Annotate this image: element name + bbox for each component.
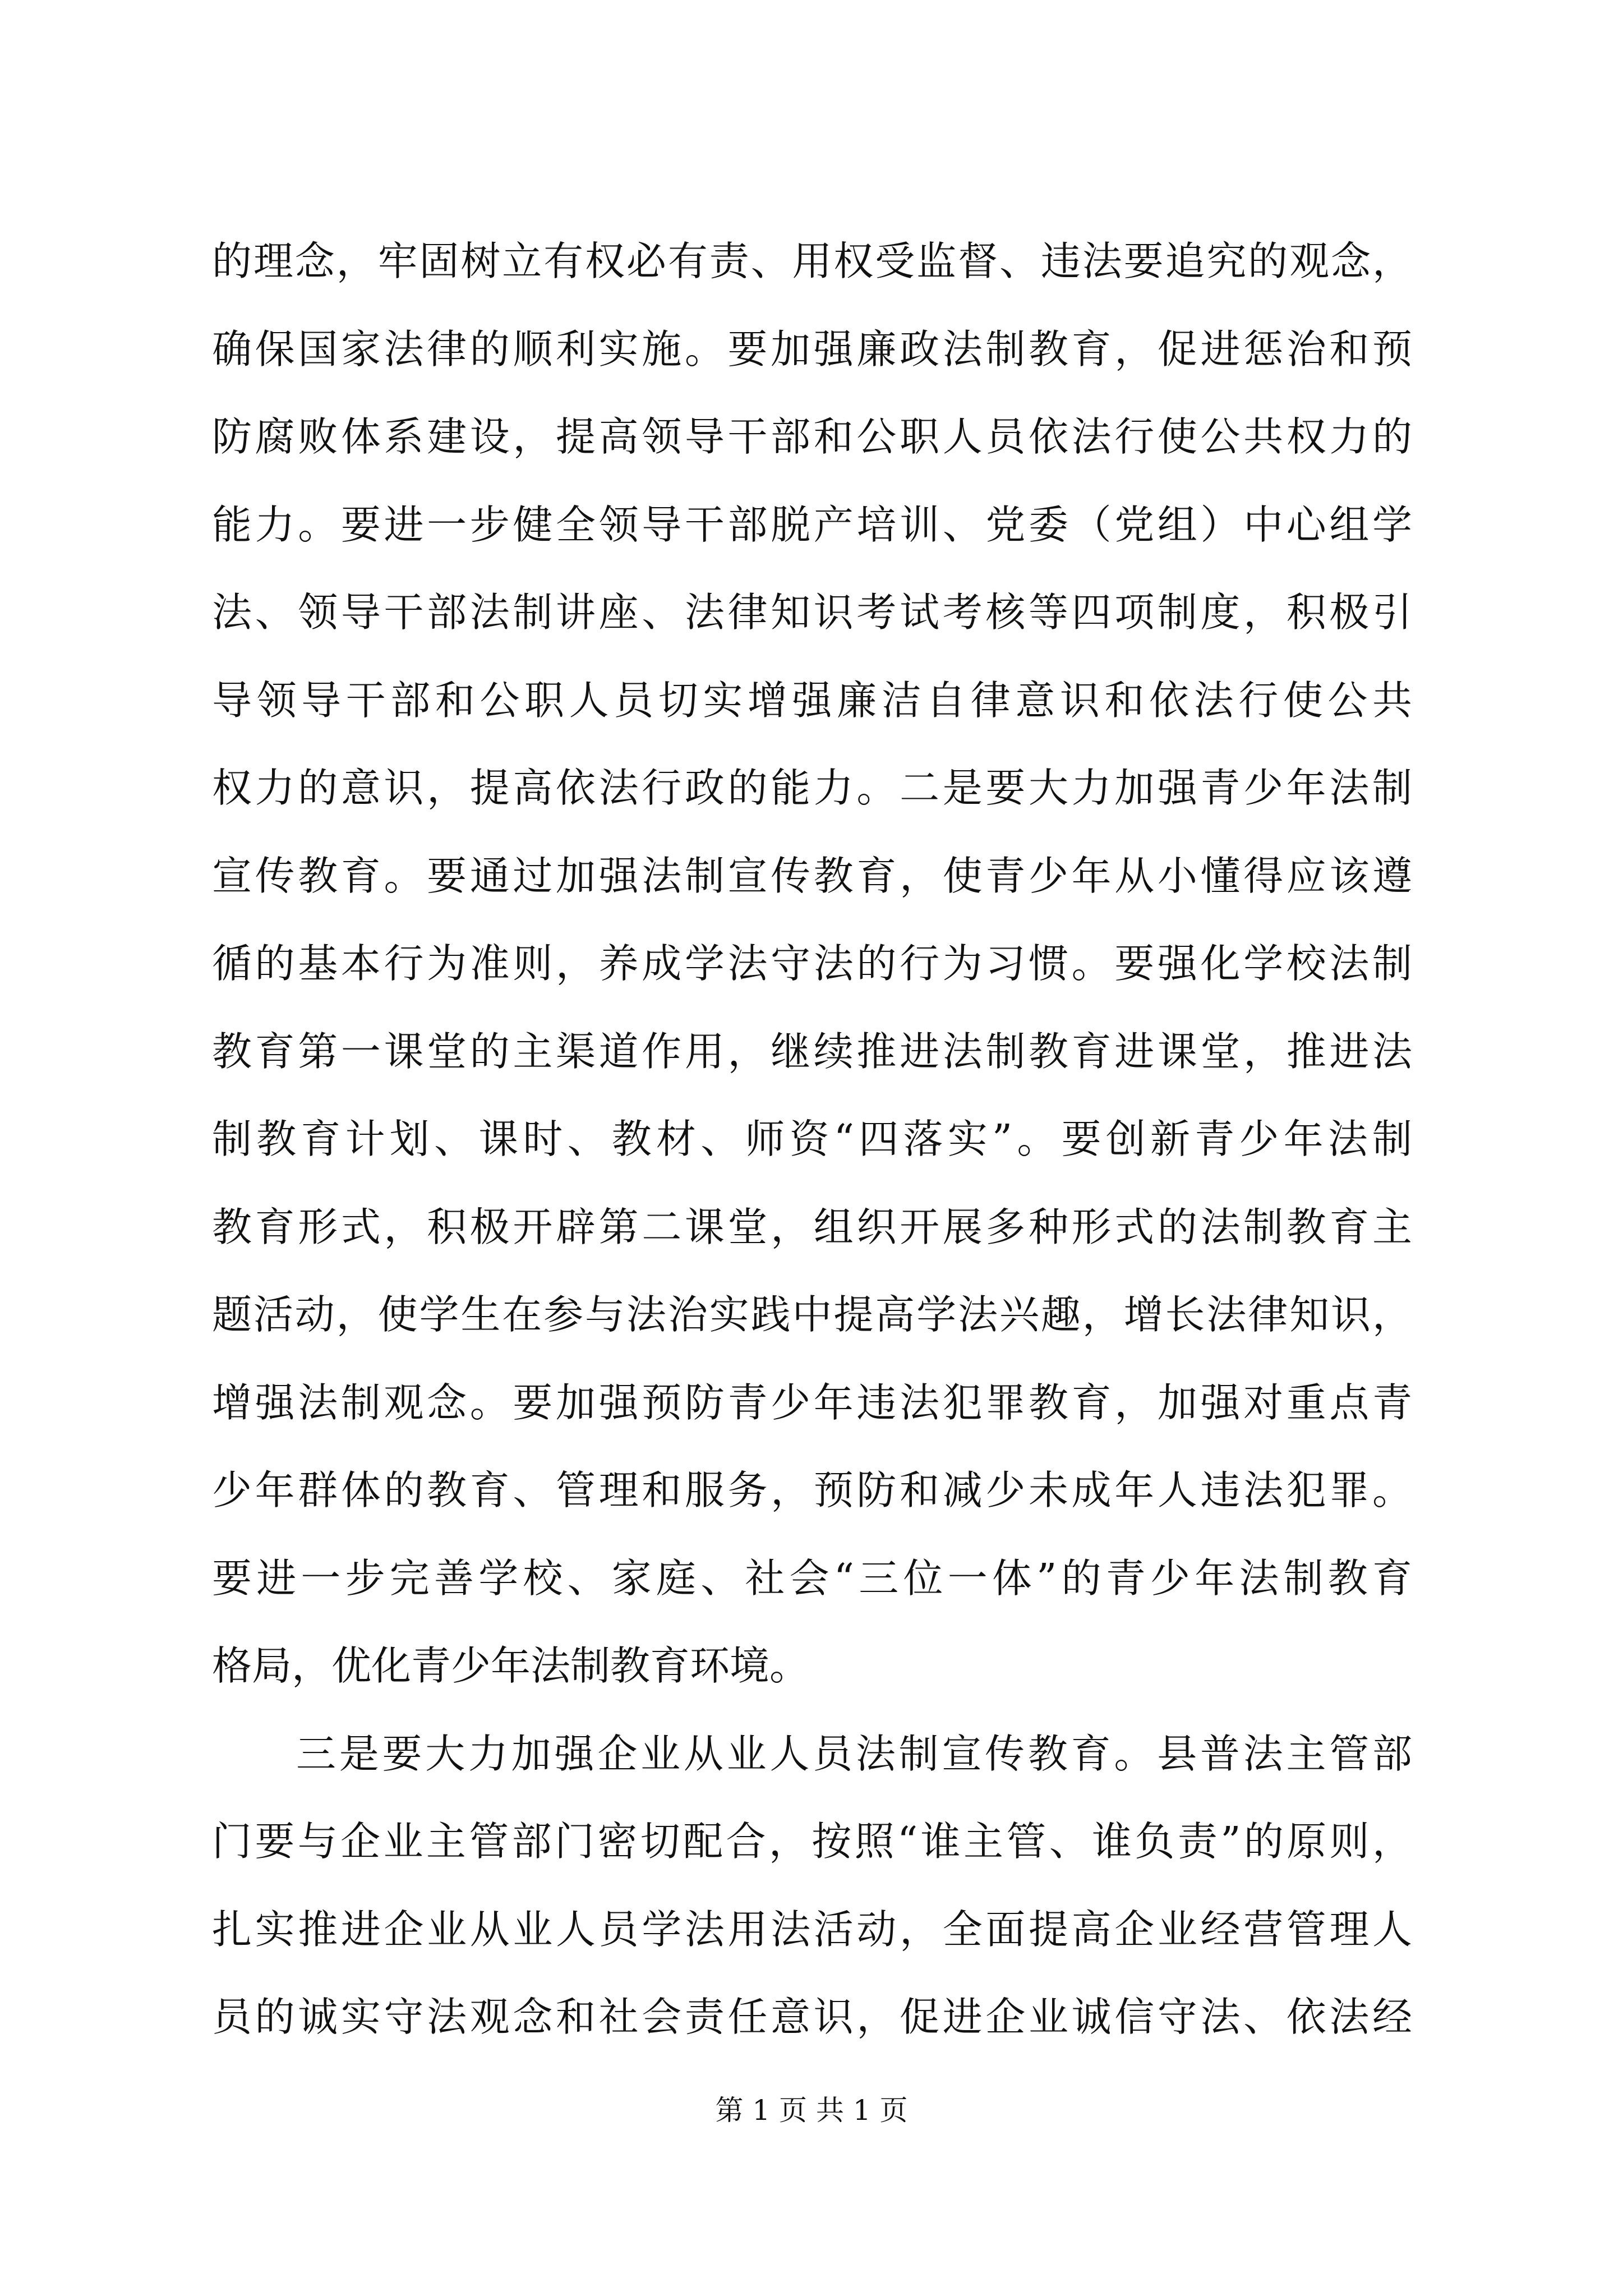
text-line: 扎实推进企业从业人员学法用法活动，全面提高企业经营管理人 <box>212 1906 1412 1953</box>
text-line: 能力。要进一步健全领导干部脱产培训、党委（党组）中心组学 <box>212 501 1412 548</box>
text-line: 权力的意识，提高依法行政的能力。二是要大力加强青少年法制 <box>212 765 1412 811</box>
text-line: 少年群体的教育、管理和服务，预防和减少未成年人违法犯罪。 <box>212 1467 1412 1513</box>
text-line: 循的基本行为准则，养成学法守法的行为习惯。要强化学校法制 <box>212 940 1412 987</box>
text-line: 门要与企业主管部门密切配合，按照“谁主管、谁负责”的原则， <box>212 1818 1412 1865</box>
text-line: 教育形式，积极开辟第二课堂，组织开展多种形式的法制教育主 <box>212 1203 1412 1250</box>
text-line: 防腐败体系建设，提高领导干部和公职人员依法行使公共权力的 <box>212 413 1412 460</box>
text-line: 格局，优化青少年法制教育环境。 <box>212 1642 810 1689</box>
text-line: 增强法制观念。要加强预防青少年违法犯罪教育，加强对重点青 <box>212 1379 1412 1426</box>
text-line: 法、领导干部法制讲座、法律知识考试考核等四项制度，积极引 <box>212 589 1412 636</box>
text-line: 教育第一课堂的主渠道作用，继续推进法制教育进课堂，推进法 <box>212 1028 1412 1075</box>
text-line: 确保国家法律的顺利实施。要加强廉政法制教育，促进惩治和预 <box>212 325 1412 372</box>
text-line: 宣传教育。要通过加强法制宣传教育，使青少年从小懂得应该遵 <box>212 852 1412 899</box>
body-text <box>212 218 1412 2062</box>
text-line: 的理念，牢固树立有权必有责、用权受监督、违法要追究的观念， <box>212 238 1412 284</box>
text-line: 要进一步完善学校、家庭、社会“三位一体”的青少年法制教育 <box>212 1554 1412 1602</box>
text-line: 员的诚实守法观念和社会责任意识，促进企业诚信守法、依法经 <box>212 1994 1412 2040</box>
text-line: 导领导干部和公职人员切实增强廉洁自律意识和依法行使公共 <box>212 677 1412 724</box>
text-line: 题活动，使学生在参与法治实践中提高学法兴趣，增长法律知识， <box>212 1291 1412 1338</box>
paragraph-first-line: 三是要大力加强企业从业人员法制宣传教育。县普法主管部 <box>296 1730 1412 1777</box>
page-number-footer: 第 1 页 共 1 页 <box>715 2094 908 2127</box>
text-line: 制教育计划、课时、教材、师资“四落实”。要创新青少年法制 <box>212 1116 1412 1162</box>
